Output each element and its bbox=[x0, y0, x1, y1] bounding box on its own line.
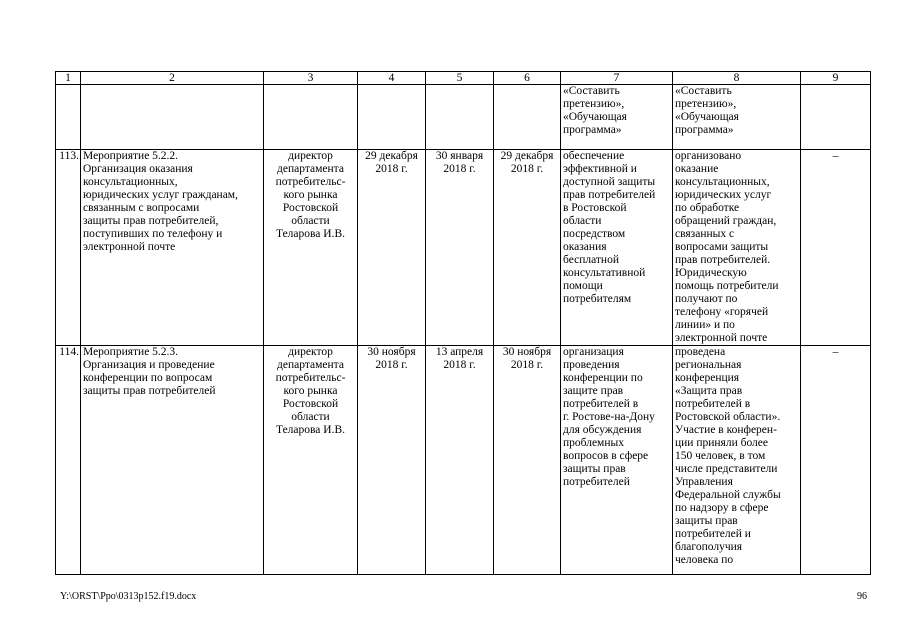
planned-end-date: 30 января 2018 г. bbox=[426, 150, 494, 346]
table-cell bbox=[81, 85, 264, 150]
report-table bbox=[55, 71, 871, 575]
column-header: 9 bbox=[801, 72, 871, 85]
table-cell bbox=[426, 85, 494, 150]
column-header: 8 bbox=[673, 72, 801, 85]
table-cell bbox=[56, 85, 81, 150]
column-header: 1 bbox=[56, 72, 81, 85]
expected-result: организация проведения конференции по защите прав потребителей в г. Ростове-на-Дону для обсуждения проблемных вопросов в сфере защиты прав потребителей bbox=[561, 346, 673, 575]
actual-result: организовано оказание консультационных, юридических услуг по обработке обращений граждан, связанных с вопросами защиты прав потребителей. Юридическую помощь потребители получают по телефону «горячей линии» и по электронной почте bbox=[673, 150, 801, 346]
column-header: 6 bbox=[494, 72, 561, 85]
page-number: 96 bbox=[857, 591, 867, 602]
table-cell bbox=[264, 85, 358, 150]
continuation-actual-result: «Составить претензию», «Обучающая программа» bbox=[673, 85, 801, 150]
table-cell bbox=[494, 85, 561, 150]
planned-end-date: 13 апреля 2018 г. bbox=[426, 346, 494, 575]
table-cell bbox=[358, 85, 426, 150]
column-header: 5 bbox=[426, 72, 494, 85]
planned-start-date: 30 ноября 2018 г. bbox=[358, 346, 426, 575]
column-header: 7 bbox=[561, 72, 673, 85]
footer-file-path: Y:\ORST\Ppo\0313p152.f19.docx bbox=[60, 591, 197, 602]
continuation-row bbox=[56, 85, 871, 150]
note: – bbox=[801, 346, 871, 575]
actual-date: 29 декабря 2018 г. bbox=[494, 150, 561, 346]
table-cell bbox=[801, 85, 871, 150]
column-header: 3 bbox=[264, 72, 358, 85]
expected-result: обеспечение эффективной и доступной защиты прав потребителей в Ростовской области посредством оказания бесплатной консультативной помощи потребителям bbox=[561, 150, 673, 346]
header-row bbox=[56, 72, 871, 85]
continuation-expected-result: «Составить претензию», «Обучающая программа» bbox=[561, 85, 673, 150]
column-header: 2 bbox=[81, 72, 264, 85]
actual-result: проведена региональная конференция «Защита прав потребителей в Ростовской области». Участие в конферен- ции приняли более 150 человек, в том числе представители Управления Федеральной службы по надзору в сфере защиты прав потребителей и благополучия человека по bbox=[673, 346, 801, 575]
event-name: Мероприятие 5.2.3. Организация и проведение конференции по вопросам защиты прав потребителей bbox=[81, 346, 264, 575]
actual-date: 30 ноября 2018 г. bbox=[494, 346, 561, 575]
row-number: 114. bbox=[56, 346, 81, 575]
table-row bbox=[56, 346, 871, 575]
column-header: 4 bbox=[358, 72, 426, 85]
responsible-person: директор департамента потребительс- кого рынка Ростовской области Теларова И.В. bbox=[264, 346, 358, 575]
event-name: Мероприятие 5.2.2. Организация оказания консультационных, юридических услуг гражданам, связанным с вопросами защиты прав потребителей, поступивших по телефону и электронной почте bbox=[81, 150, 264, 346]
table-row bbox=[56, 150, 871, 346]
note: – bbox=[801, 150, 871, 346]
row-number: 113. bbox=[56, 150, 81, 346]
responsible-person: директор департамента потребительс- кого рынка Ростовской области Теларова И.В. bbox=[264, 150, 358, 346]
planned-start-date: 29 декабря 2018 г. bbox=[358, 150, 426, 346]
